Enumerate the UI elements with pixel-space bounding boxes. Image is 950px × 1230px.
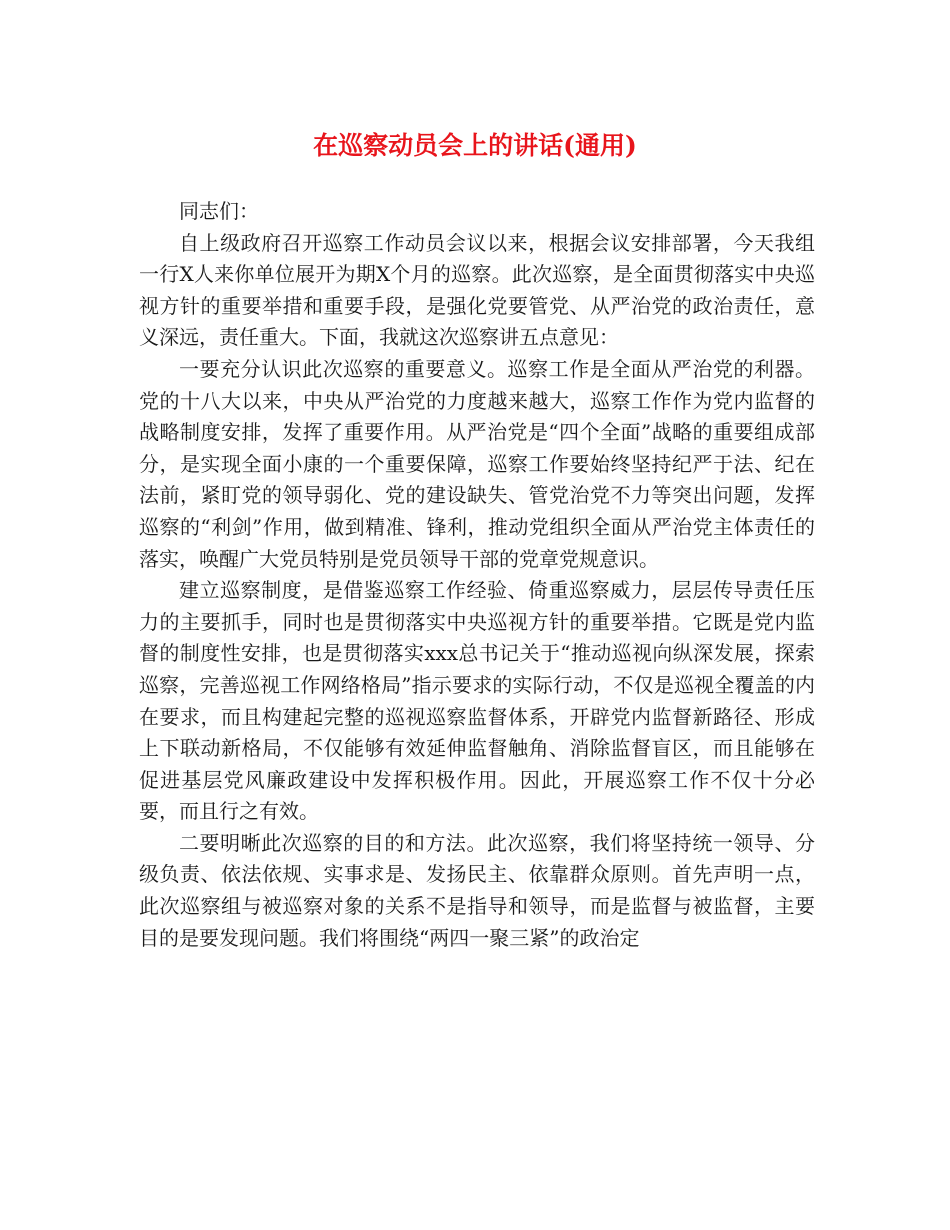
paragraph-inspection-system: 建立巡察制度，是借鉴巡察工作经验、倚重巡察威力，层层传导责任压力的主要抓手，同时也是贯彻落实中央巡视方针的重要举措。它既是党内监督的制度性安排，也是贯彻落实xxx总书记关于“推动巡视向纵深发展，探索巡察，完善巡视工作网络格局”指示要求的实际行动，不仅是巡视全覆盖的内在要求，而且构建起完整的巡视巡察监督体系，开辟党内监督新路径、形成上下联动新格局，不仅能够有效延伸监督触角、消除监督盲区，而且能够在促进基层党风廉政建设中发挥积极作用。因此，开展巡察工作不仅十分必要，而且行之有效。 [139, 578, 815, 824]
paragraph-point-one: 一要充分认识此次巡察的重要意义。巡察工作是全面从严治党的利器。党的十八大以来，中央从严治党的力度越来越大，巡察工作作为党内监督的战略制度安排，发挥了重要作用。从严治党是“四个全面”战略的重要组成部分，是实现全面小康的一个重要保障，巡察工作要始终坚持纪严于法、纪在法前，紧盯党的领导弱化、党的建设缺失、管党治党不力等突出问题，发挥巡察的“利剑”作用，做到精准、锋利，推动党组织全面从严治党主体责任的落实，唤醒广大党员特别是党员领导干部的党章党规意识。 [139, 356, 815, 571]
document-body [139, 196, 815, 954]
paragraph-point-two: 二要明晰此次巡察的目的和方法。此次巡察，我们将坚持统一领导、分级负责、依法依规、实事求是、发扬民主、依靠群众原则。首先声明一点，此次巡察组与被巡察对象的关系不是指导和领导，而是监督与被监督，主要目的是要发现问题。我们将围绕“两四一聚三紧”的政治定 [139, 830, 815, 950]
document-title: 在巡察动员会上的讲话(通用) [313, 131, 637, 160]
salutation: 同志们： [179, 199, 259, 223]
paragraph-intro: 自上级政府召开巡察工作动员会议以来，根据会议安排部署，今天我组一行X人来你单位展开为期X个月的巡察。此次巡察，是全面贯彻落实中央巡视方针的重要举措和重要手段，是强化党要管党、从严治党的政治责任，意义深远，责任重大。下面，我就这次巡察讲五点意见： [139, 230, 815, 350]
